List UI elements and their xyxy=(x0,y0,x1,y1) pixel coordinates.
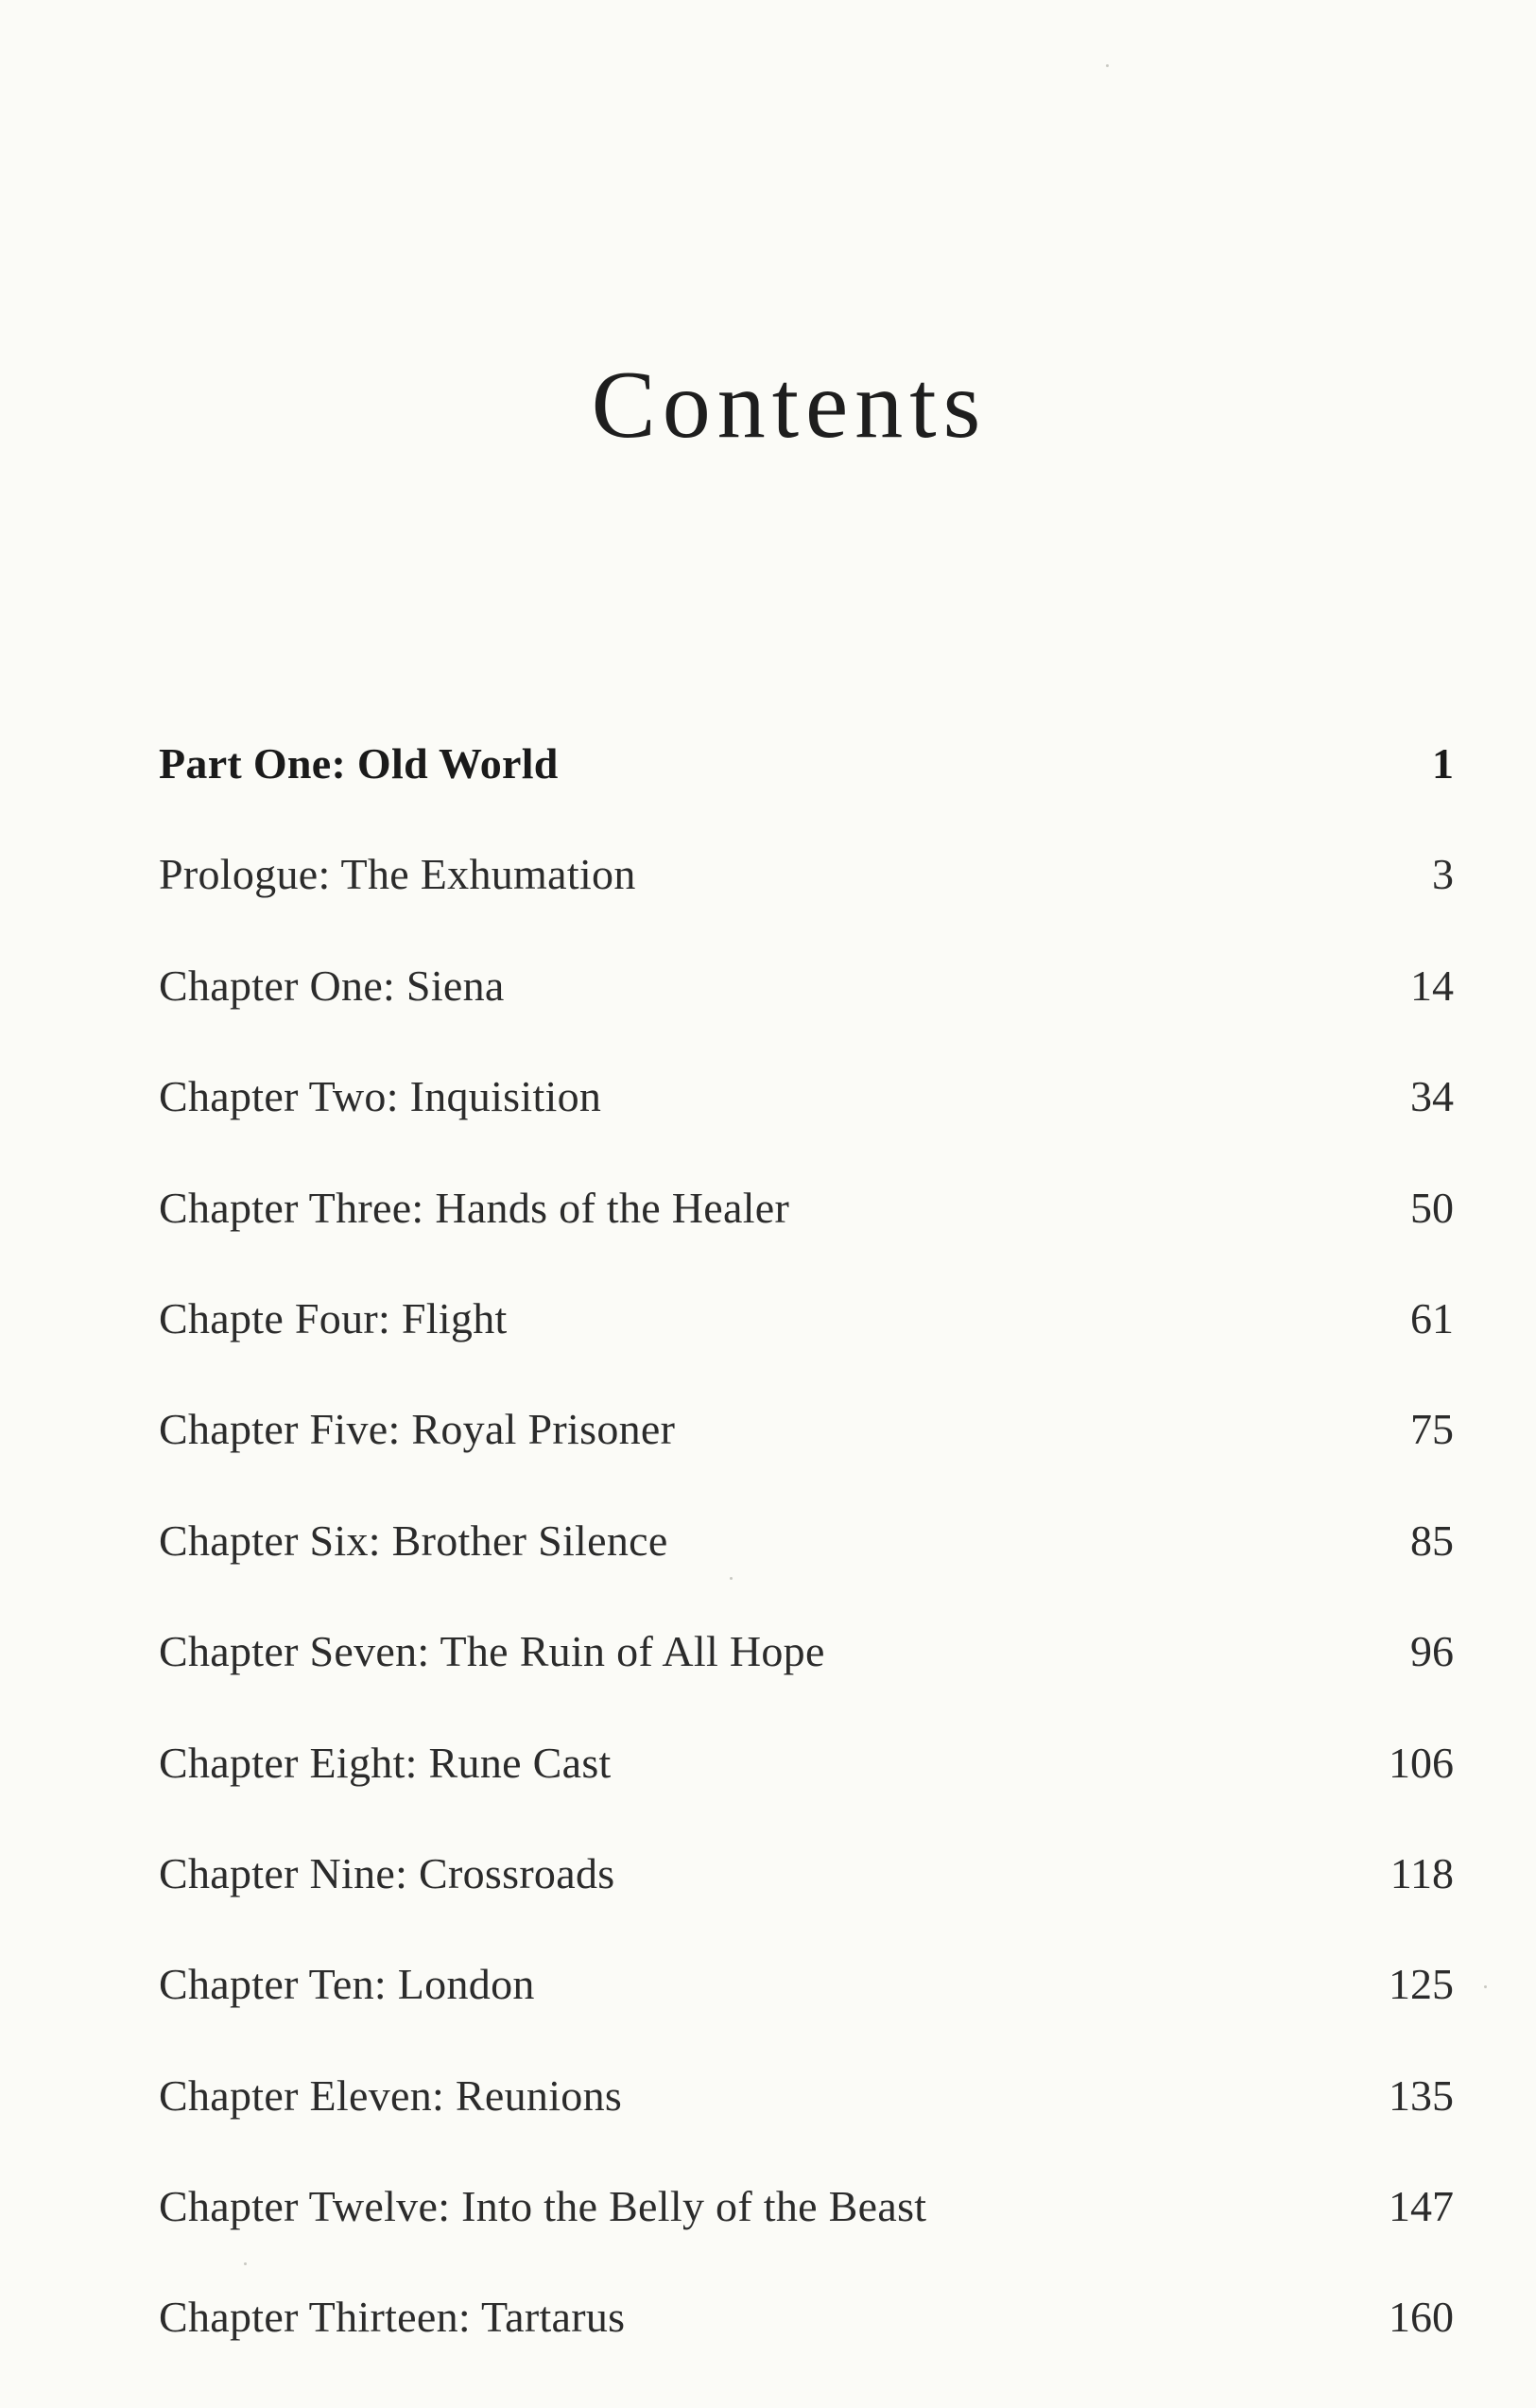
toc-entry-page-number: 85 xyxy=(1410,1516,1454,1565)
toc-entry-chapter-1 xyxy=(159,950,1454,1061)
toc-entry-page-number: 50 xyxy=(1410,1183,1454,1232)
toc-entry-chapter-2 xyxy=(159,1061,1454,1171)
contents-heading: Contents xyxy=(591,352,988,459)
toc-entry-label: Chapter Six: Brother Silence xyxy=(159,1516,668,1565)
toc-entry-label: Chapte Four: Flight xyxy=(159,1293,508,1343)
toc-entry-part-one xyxy=(159,728,1454,839)
toc-entry-page-number: 147 xyxy=(1389,2182,1454,2231)
toc-entry-page-number: 96 xyxy=(1410,1627,1454,1676)
toc-entry-label: Chapter Ten: London xyxy=(159,1960,535,2009)
toc-entry-page-number: 160 xyxy=(1389,2293,1454,2342)
toc-entry-chapter-10 xyxy=(159,1949,1454,2059)
toc-entry-label: Chapter One: Siena xyxy=(159,961,505,1010)
toc-entry-page-number: 61 xyxy=(1410,1293,1454,1343)
toc-entry-page-number: 14 xyxy=(1410,961,1454,1010)
toc-entry-chapter-4 xyxy=(159,1283,1454,1394)
toc-entry-label: Chapter Twelve: Into the Belly of the Beast xyxy=(159,2182,927,2231)
toc-entry-page-number: 75 xyxy=(1410,1405,1454,1454)
toc-entry-label: Chapter Nine: Crossroads xyxy=(159,1848,615,1897)
paper-speck xyxy=(1484,1985,1487,1988)
toc-entry-page-number: 1 xyxy=(1432,739,1454,788)
toc-entry-page-number: 125 xyxy=(1389,1960,1454,2009)
toc-entry-chapter-9 xyxy=(159,1838,1454,1949)
toc-entry-chapter-11 xyxy=(159,2060,1454,2171)
toc-entry-label: Chapter Eleven: Reunions xyxy=(159,2070,623,2120)
toc-entry-label: Chapter Thirteen: Tartarus xyxy=(159,2293,626,2342)
toc-entry-page-number: 118 xyxy=(1389,1848,1454,1897)
paper-speck xyxy=(244,2262,247,2265)
table-of-contents xyxy=(159,728,1454,2393)
toc-entry-chapter-13 xyxy=(159,2281,1454,2392)
toc-entry-page-number: 106 xyxy=(1389,1738,1454,1787)
toc-entry-chapter-5 xyxy=(159,1394,1454,1504)
toc-entry-label: Chapter Two: Inquisition xyxy=(159,1072,602,1121)
paper-speck xyxy=(730,1577,733,1580)
toc-entry-label: Chapter Three: Hands of the Healer xyxy=(159,1183,790,1232)
toc-entry-page-number: 3 xyxy=(1432,850,1454,899)
paper-speck xyxy=(1106,64,1109,67)
toc-entry-label: Prologue: The Exhumation xyxy=(159,850,636,899)
toc-entry-page-number: 135 xyxy=(1389,2070,1454,2120)
toc-entry-prologue xyxy=(159,839,1454,949)
toc-entry-label: Chapter Five: Royal Prisoner xyxy=(159,1405,676,1454)
toc-entry-label: Chapter Eight: Rune Cast xyxy=(159,1738,612,1787)
toc-entry-label: Chapter Seven: The Ruin of All Hope xyxy=(159,1627,825,1676)
toc-entry-chapter-6 xyxy=(159,1505,1454,1616)
toc-entry-label: Part One: Old World xyxy=(159,739,559,788)
toc-entry-page-number: 34 xyxy=(1410,1072,1454,1121)
toc-entry-chapter-3 xyxy=(159,1172,1454,1283)
toc-entry-chapter-7 xyxy=(159,1616,1454,1726)
toc-entry-chapter-8 xyxy=(159,1727,1454,1838)
toc-entry-chapter-12 xyxy=(159,2171,1454,2281)
